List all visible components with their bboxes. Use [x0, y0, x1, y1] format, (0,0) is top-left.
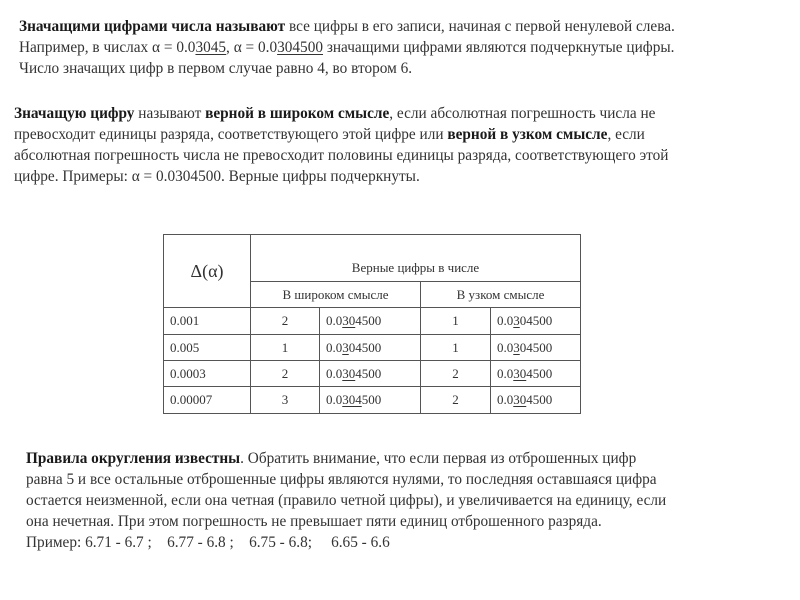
p3-l1-rest: . Обратить внимание, что если первая из отброшенных цифр — [240, 450, 637, 467]
table-row — [164, 387, 581, 414]
p1-line2-c: значащими цифрами являются подчеркнутые цифры. — [323, 39, 675, 56]
num-pre: 0.0 — [326, 365, 343, 381]
narrow-number — [491, 387, 581, 414]
narrow-count: 2 — [421, 387, 491, 414]
wide-number — [320, 308, 421, 335]
wide-number — [320, 335, 421, 361]
p1-line-2 — [19, 37, 675, 58]
num-post: 4500 — [355, 313, 382, 328]
underlined-digits-1: 3045 — [195, 39, 227, 56]
p3-line-1 — [26, 448, 666, 469]
term-rounding-rules: Правила округления известны — [26, 450, 241, 467]
wide-number — [320, 361, 421, 387]
p1-line-1 — [19, 16, 675, 37]
delta-value: 0.00007 — [164, 387, 251, 414]
wide-count: 2 — [251, 361, 320, 387]
num-underlined: 3 — [513, 339, 520, 355]
num-underlined: 3 — [513, 313, 520, 328]
num-pre: 0.0 — [497, 313, 514, 328]
narrow-number — [491, 361, 581, 387]
delta-header: Δ(α) — [164, 235, 251, 308]
p2-line-1 — [14, 103, 668, 124]
table-row — [164, 335, 581, 361]
delta-value: 0.005 — [164, 335, 251, 361]
table-row — [164, 361, 581, 387]
num-pre: 0.0 — [326, 313, 343, 328]
p2-l1-t2: , если абсолютная погрешность числа не — [389, 105, 656, 122]
num-post: 4500 — [526, 365, 553, 381]
num-pre: 0.0 — [497, 365, 514, 381]
num-post: 500 — [361, 392, 382, 407]
num-underlined: 30 — [342, 313, 356, 328]
true-digits-table — [163, 234, 581, 414]
narrow-number — [491, 308, 581, 335]
significant-digits-paragraph — [19, 16, 675, 79]
term-true-wide: верной в широком смысле — [205, 105, 390, 122]
table-row — [164, 308, 581, 335]
narrow-count: 1 — [421, 308, 491, 335]
p1-line1-text: все цифры в его записи, начиная с первой ненулевой слева. — [285, 18, 675, 35]
term-true-narrow: верной в узком смысле — [447, 126, 608, 143]
narrow-count: 1 — [421, 335, 491, 361]
p2-l2-t2: , если — [607, 126, 645, 143]
wide-count: 1 — [251, 335, 320, 361]
p3-line-2: равна 5 и все остальные отброшенные цифры являются нулями, то последняя оставшаяся цифра — [26, 471, 657, 488]
num-underlined: 304 — [342, 392, 362, 407]
term-significant-digits: Значащими цифрами числа называют — [19, 18, 286, 35]
p1-line2-a: Например, в числах α = 0.0 — [19, 39, 196, 56]
p3-line-4: она нечетная. При этом погрешность не превышает пяти единиц отброшенного разряда. — [26, 513, 602, 530]
num-underlined: 30 — [513, 392, 527, 407]
p3-line-3: остается неизменной, если она четная (правило четной цифры), и увеличивается на единицу, если — [26, 492, 667, 509]
narrow-number — [491, 335, 581, 361]
p1-line-3: Число значащих цифр в первом случае равно 4, во втором 6. — [19, 60, 413, 77]
num-post: 04500 — [519, 313, 553, 328]
p1-line2-b: , α = 0.0 — [226, 39, 278, 56]
wide-count: 2 — [251, 308, 320, 335]
p2-line-4: цифре. Примеры: α = 0.0304500. Верные цифры подчеркнуты. — [14, 168, 420, 185]
p2-line-3: абсолютная погрешность числа не превосходит половины единицы разряда, соответствующего этой — [14, 147, 669, 164]
num-underlined: 30 — [342, 365, 356, 381]
wide-number — [320, 387, 421, 414]
num-pre: 0.0 — [497, 339, 514, 355]
delta-value: 0.0003 — [164, 361, 251, 387]
true-digits-paragraph — [14, 103, 668, 187]
num-pre: 0.0 — [497, 392, 514, 407]
num-post: 04500 — [348, 339, 382, 355]
table-header-row — [164, 235, 581, 282]
term-significant-digit: Значащую цифру — [14, 105, 135, 122]
wide-count: 3 — [251, 387, 320, 414]
true-digits-header: Верные цифры в числе — [251, 235, 581, 282]
wide-sense-header: В широком смысле — [251, 282, 421, 308]
num-post: 4500 — [355, 365, 382, 381]
p3-line-5: Пример: 6.71 - 6.7 ; 6.77 - 6.8 ; 6.75 - 6.8; 6.65 - 6.6 — [26, 534, 390, 551]
p2-l2-t1: превосходит единицы разряда, соответствующего этой цифре или — [14, 126, 448, 143]
num-post: 4500 — [526, 392, 553, 407]
p2-line-2 — [14, 124, 668, 145]
narrow-sense-header: В узком смысле — [421, 282, 581, 308]
num-pre: 0.0 — [326, 339, 343, 355]
p2-l1-t1: называют — [134, 105, 206, 122]
num-underlined: 30 — [513, 365, 527, 381]
underlined-digits-2: 304500 — [277, 39, 323, 56]
rounding-rules-paragraph — [26, 448, 666, 553]
num-post: 04500 — [519, 339, 553, 355]
narrow-count: 2 — [421, 361, 491, 387]
num-underlined: 3 — [342, 339, 349, 355]
delta-value: 0.001 — [164, 308, 251, 335]
num-pre: 0.0 — [326, 392, 343, 407]
